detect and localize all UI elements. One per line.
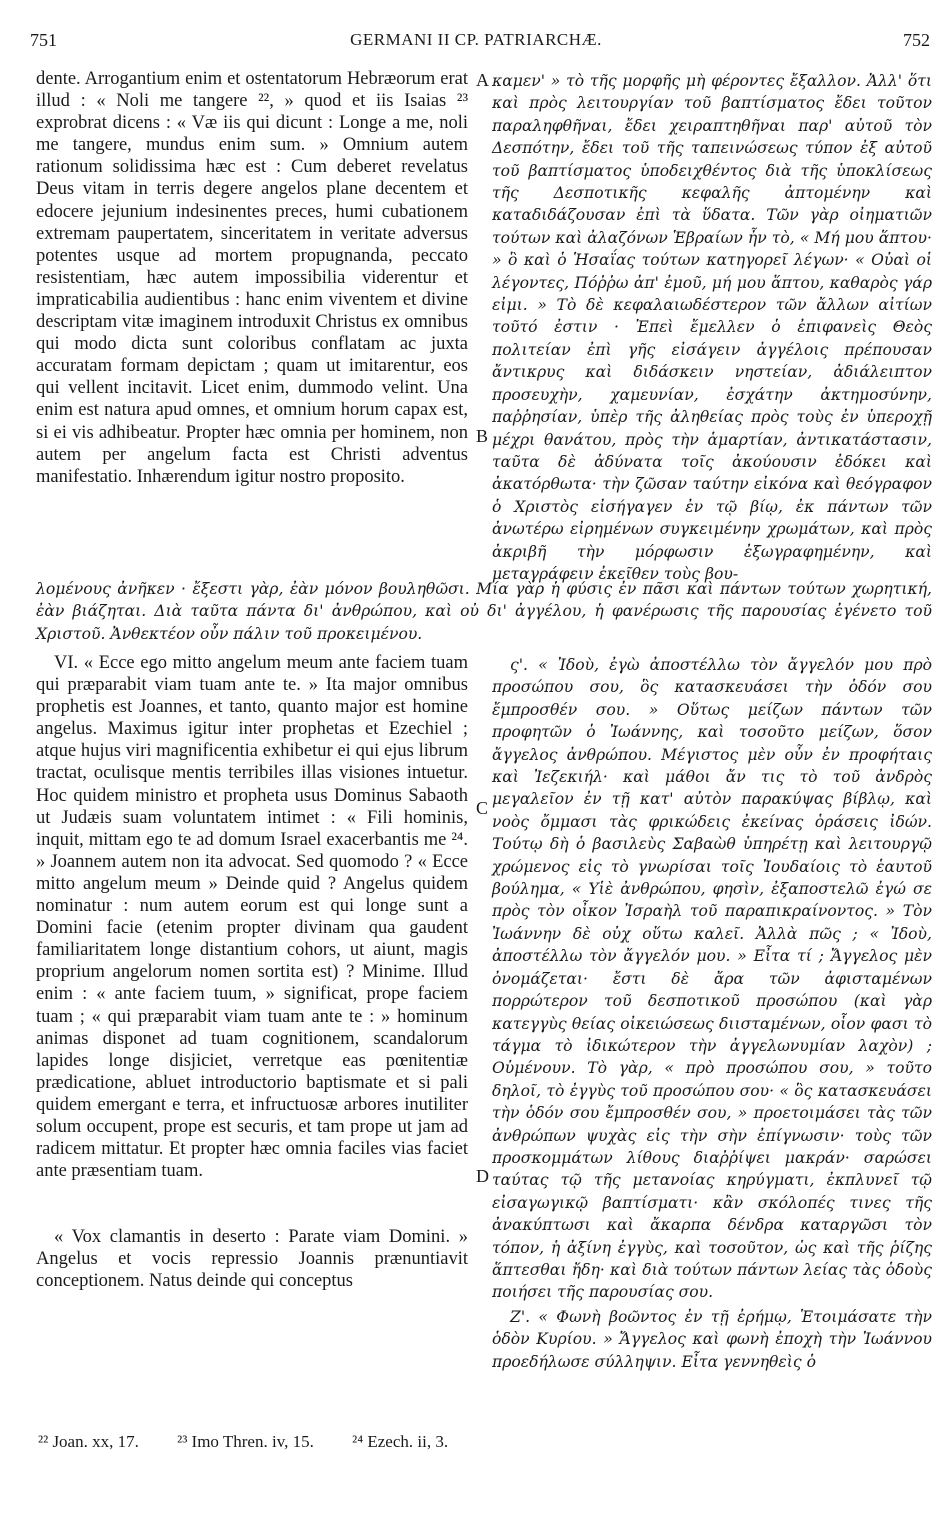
page-header bbox=[0, 30, 952, 60]
greek-column-upper bbox=[492, 70, 932, 585]
footnotes bbox=[38, 1432, 482, 1452]
latin-column-upper bbox=[36, 68, 468, 488]
greek-spanning-lines bbox=[36, 578, 932, 645]
margin-letter-d: D bbox=[476, 1166, 489, 1186]
greek-section-7: Ζ'. « Φωνὴ βοῶντος ἐν τῇ ἐρήμῳ, Ἑτοιμάσατε τὴν ὁδὸν Κυρίου. » Ἄγγελος καὶ φωνὴ ἐποχὴ τὴν Ἰωάννου προεδήλωσε σύλληψιν. Εἶτα γεννηθεὶς ὁ bbox=[492, 1307, 932, 1371]
latin-column-lower bbox=[36, 652, 468, 1293]
margin-letter-c: C bbox=[476, 798, 489, 818]
greek-section-6: ς'. « Ἰδοὺ, ἐγὼ ἀποστέλλω τὸν ἄγγελόν μου πρὸ προσώπου σου, ὃς κατασκευάσει τὴν ὁδόν σου ἔμπροσθέν σου. » Οὕτως μείζων πάντων τῶν προφητῶν ὁ Ἰωάννης, καὶ τοσοῦτο μείζων, ὅσον ἄγγελος ἀνθρώπου. Μέγιστος μὲν οὖν ἐν προφήταις καὶ Ἰεζεκιήλ· καὶ μάθοι ἄν τις τὸ τοῦ ἀνδρὸς μεγαλεῖον ἐν τῇ κατ' αὐτὸν παρακύψας βίβλῳ, καὶ νοὸς ὄμμασι τὰς φρικώδεις ἐκείνας ὁράσεις ἰδών. Τούτῳ δὴ ὁ βασιλεὺς Σαβαὼθ ὑπηρέτῃ καὶ λειτουργῷ χρώμενος εἰς τὸ γνωρίσαι τοῖς Ἰουδαίοις τὸ ἑαυτοῦ βούλημα, « Υἱὲ ἀνθρώπου, φησὶν, ἐξαποστελῶ ἐγώ σε πρὸς τὸν οἶκον Ἰσραὴλ τοῦ παραπικραίνοντος. » Τὸν Ἰωάννην δὲ οὐχ οὕτω καλεῖ. Ἀλλὰ πῶς ; « Ἰδοὺ, ἀποστέλλω τὸν ἄγγελόν μου. » Εἶτα τί ; Ἄγγελος μὲν ὀνομάζεται· ἔστι δὲ ἄρα τῶν ἀφισταμένων πορρώτερον τοῦ δεσποτικοῦ προσώπου (καὶ γὰρ κατεγγὺς θείας οἰκειώσεως διισταμένων, οἷον φασι τὸ τάγμα τὸ ἰδικώτερον τὴν ἀγγελωνυμίαν λαχὸν) ; Οὐμένουν. Τὸ γὰρ, « πρὸ προσώπου σου, » τοῦτο δηλοῖ, τὸ ἐγγὺς τοῦ προσώπου σου· « ὃς κατασκευάσει τὴν ὁδόν σου ἔμπροσθέν σου, » προετοιμάσει τὰς τῶν ἀνθρώπων ψυχὰς εἰς τὴν σὴν ἐπίγνωσιν· τοὺς τῶν προσκομμάτων λίθους διαῤῥίψει μακράν· σαρώσει ταύτας τῷ τῆς μετανοίας κηρύγματι, ἐκπλυνεῖ τῷ εἰσαγωγικῷ βαπτίσματι· κἂν σκόλοπές τινες τῆς ἀνακύπτωσι καὶ ἄκαρπα δένδρα καταργῶσι τὸν τόπον, ἡ ἀξίνη ἐγγὺς, καὶ τοσοῦτον, ὡς καὶ τῆς ῥίζης ἅπτεσθαι ἤδη· καὶ διὰ τούτων πάντων λείας τὰς ὁδοὺς ποιήσει τῆς παρουσίας σου. bbox=[492, 656, 932, 1302]
greek-span-paragraph: λομένους ἀνῆκεν · ἔξεστι γὰρ, ἐὰν μόνον βουληθῶσι. Μία γὰρ ἡ φύσις ἐν πᾶσι καὶ πάντων τούτων χωρητική, ἐὰν βιάζηται. Διὰ ταῦτα πάντα δι' ἀνθρώπου, καὶ οὐ δι' ἀγγέλου, ἡ φανέρωσις τῆς παρουσίας ἐγένετο τοῦ Χριστοῦ. Ἀνθεκτέον οὖν πάλιν τοῦ προκειμένου. bbox=[36, 580, 932, 643]
margin-letter-b: B bbox=[476, 426, 489, 446]
greek-column-lower bbox=[492, 654, 932, 1373]
latin-section-vi: VI. « Ecce ego mitto angelum meum ante faciem tuam qui præparabit viam tuam ante te. » Ita major omnibus prophetis est Joannes, et tanto, quanto major est homine angelus. Maximus igitur inter prophetas et Ezechiel ; atque hujus viri magnificentia exhibetur ei qui ejus librum tractat, oculisque mentis terribiles illas visiones intuetur. Hoc quidem ministro et propheta usus Dominus Sabaoth ut Judæis suam voluntatem intimet : « Fili hominis, inquit, mittam ego te ad domum Israel exacerbantis me ²⁴. » Joannem autem non ita advocat. Sed quomodo ? « Ecce mitto angelum meum » Deinde quid ? Angelus quidem nominatur : num autem eorum est qui longe sunt a Domini facie (etenim propter divinam qua gaudent familiaritatem longe distantium cohors, ut aiunt, magis proprium angelorum nomen sortita est) ? Minime. Illud enim : « ante faciem tuum, » significat, prope faciem tuam ; « qui præparabit viam tuam ante te : » hominum animas disponet ad tuam cognitionem, scandalorum lapides longe disjiciet, verretque eas pœnitentiæ prædicatione, abluet introductorio baptismate et si pali quidem emergant e terra, et infructuosæ arbores inutiliter solum occupent, prope est securis, et tam prope ut jam ad radicem mittatur. Et propter hæc omnia faciles vias faciet ante præsentiam tuam. bbox=[36, 653, 468, 1182]
greek-paragraph-1: καμεν' » τὸ τῆς μορφῆς μὴ φέροντες ἔξαλλον. Ἀλλ' ὅτι καὶ πρὸς λειτουργίαν τοῦ βαπτίσματος ἔδει τοῦτον παραληφθῆναι, ἔδει χειραπτηθῆναι παρ' αὐτοῦ τὸν Δεσπότην, ἔδει τοῦ τῆς ταπεινώσεως τύπον ἐξ αὐτοῦ τοῦ βαπτίσματος ὑποδειχθέντος διὰ τῆς ὑποκλίσεως τῆς Δεσποτικῆς κεφαλῆς ἀπτομένην καὶ καταδιδάζουσαν ἐπὶ τὰ ὕδατα. Τῶν γὰρ οἰηματιῶν τούτων καὶ ἀλαζόνων Ἑβραίων ἦν τὸ, « Μή μου ἅπτου· » ὃ καὶ ὁ Ἡσαΐας τούτων κατηγορεῖ λέγων· « Οὐαὶ οἱ λέγοντες, Πόῤῥω ἀπ' ἐμοῦ, μή μου ἅπτου, καθαρὸς γάρ εἰμι. » Τὸ δὲ κεφαλαιωδέστερον τῶν ἄλλων αἰτίων τοῦτό ἐστιν · Ἐπεὶ ἔμελλεν ὁ ἐπιφανεὶς Θεὸς πολιτείαν ἐπὶ γῆς εἰσάγειν ἀγγέλοις πρέπουσαν ἄντικρυς καὶ διδάσκειν νηστείαν, ἀδιάλειπτον προσευχὴν, χαμευνίαν, ἐσχάτην ἀκτημοσύνην, παῤῥησίαν, ὑπὲρ τῆς ἀληθείας πρὸς τοὺς ἐν ὑπεροχῇ μέχρι θανάτου, πρὸς τὴν ἁμαρτίαν, ἀντικατάστασιν, ταῦτα δὲ ἀδύνατα τοῖς ἀκούουσιν ἐδόκει καὶ ἀκατόρθωτα· τὴν ζῶσαν ταύτην εἰκόνα καὶ θεόγραφον ὁ Χριστὸς εἰσήγαγεν ἐν τῷ βίῳ, ἐκ πάντων τῶν ἀνωτέρω εἰρημένων συγκειμένην χρωμάτων, καὶ πρὸς ἀκριβῆ τὴν μόρφωσιν ἐξωγραφημένην, καὶ μεταγράφειν ἐκεῖθεν τοὺς βου- bbox=[492, 72, 932, 583]
running-title: GERMANI II CP. PATRIARCHÆ. bbox=[350, 30, 602, 49]
page-number-right: 752 bbox=[903, 30, 930, 50]
latin-paragraph-vox: « Vox clamantis in deserto : Parate viam Domini. » Angelus et vocis repressio Joannis prænuntiavit conceptionem. Natus deinde qui conceptus bbox=[36, 1227, 468, 1292]
page-number-left: 751 bbox=[30, 30, 57, 50]
footnote-22: ²² Joan. xx, 17. bbox=[38, 1432, 139, 1451]
footnote-24: ²⁴ Ezech. ii, 3. bbox=[352, 1432, 449, 1451]
footnote-23: ²³ Imo Thren. iv, 15. bbox=[177, 1432, 314, 1451]
latin-paragraph-1: dente. Arrogantium enim et ostentatorum Hebræorum erat illud : « Noli me tangere ²², » quod et iis Isaias ²³ exprobrat dicens : « Væ iis qui dicunt : Longe a me, noli me tangere, mundus enim sum. » Omnium autem rationum solidissima hæc est : Cum deberet revelatus Deus vitam in terris degere angelos plane decentem et edocere jejunium indesinentes preces, humi cubationem extremam paupertatem, sinceritatem in veritate adversus potentes usque ad mortem propugnanda, peccato resistentiam, hæc autem impossibilia viderentur et impraticabilia audientibus : hanc enim viventem et divine descriptam vitæ imaginem introduxit Christus ex omnibus qui modo dicta sunt coloribus conflatam ac juxta accuratam formam depictam ; quam ut imitarentur, eos qui vellent incitavit. Licet enim, dummodo velint. Una enim est natura apud omnes, et omnium horum capax est, si ei vis adhibeatur. Propter hæc omnia per hominem, non autem per angelum facta est Christi adventus manifestatio. Inhærendum igitur nostro proposito. bbox=[36, 69, 468, 487]
margin-letter-a: A bbox=[476, 70, 489, 90]
